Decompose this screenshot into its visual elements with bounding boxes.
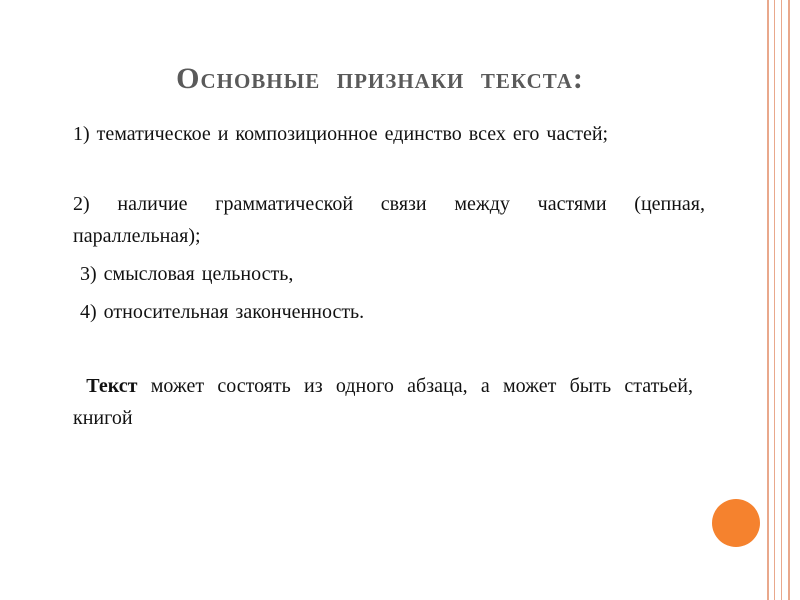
list-item-2: 2) наличие грамматической связи между частями (цепная, параллельная); (73, 193, 705, 247)
text-note-body: может состоять из одного абзаца, а может быть статьей, книгой (73, 375, 694, 429)
decorative-border-line (781, 0, 782, 600)
text-note-term: Текст (86, 375, 138, 397)
decorative-border-line (767, 0, 769, 600)
decorative-circle (712, 499, 760, 547)
list-item-1: 1) тематическое и композиционное единство всех его частей; (73, 123, 609, 145)
list-item-4: 4) относительная законченность. (80, 301, 365, 323)
list-item-3: 3) смысловая цельность, (80, 263, 294, 285)
decorative-border-line (788, 0, 790, 600)
decorative-border-line (774, 0, 775, 600)
slide-title: Основные признаки текста: (176, 62, 584, 95)
text-note (73, 370, 693, 434)
